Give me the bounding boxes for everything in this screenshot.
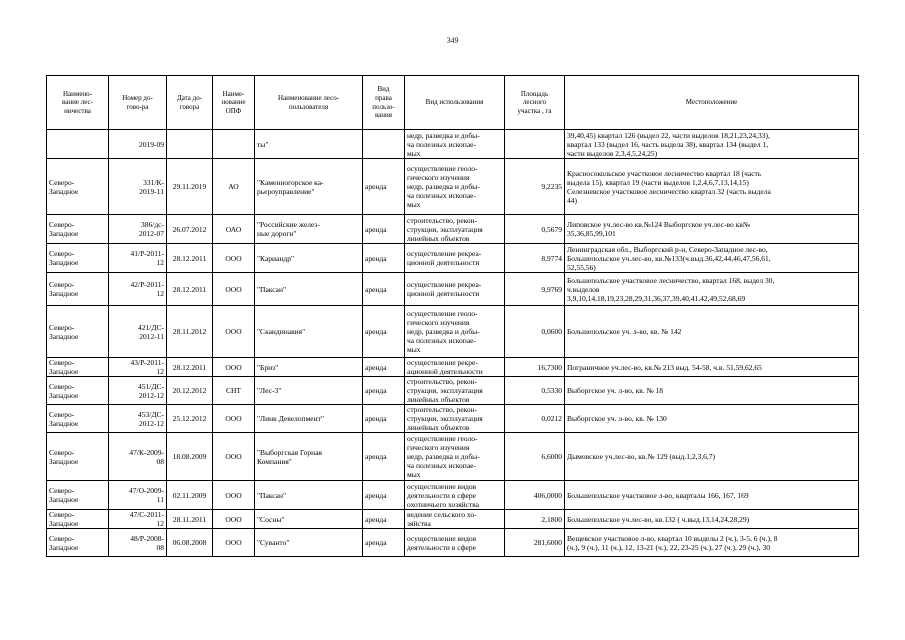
cell-line: 2019-09 — [139, 139, 164, 149]
cell-line: Вид — [377, 85, 390, 94]
cell-line: мых — [407, 470, 421, 479]
header-user — [255, 76, 363, 130]
cell-line: 386/дс- — [141, 220, 164, 229]
cell-user — [255, 159, 363, 215]
cell-line: Западное — [49, 390, 79, 400]
cell-line: Западное — [49, 258, 79, 267]
cell-line: нование — [221, 98, 246, 107]
cell-line: ч.выделов — [567, 284, 600, 294]
cell-right-type: аренда — [363, 529, 405, 557]
table-header-row — [47, 76, 859, 130]
cell-area: 0,0600 — [505, 306, 565, 358]
cell-line: "Паксан" — [257, 284, 287, 294]
cell-line: струкция, эксплуатация — [407, 224, 483, 234]
cell-location — [565, 358, 859, 377]
cell-line: Западное — [49, 229, 79, 238]
cell-line: 12 — [156, 367, 164, 376]
table-row — [47, 529, 859, 557]
cell-line: мых — [407, 200, 421, 209]
cell-line: ча полезных ископае- — [407, 191, 476, 200]
cell-line: вания — [374, 111, 393, 120]
cell-usage — [405, 377, 505, 405]
table-row — [47, 358, 859, 377]
cell-line: осуществление видов — [407, 533, 477, 543]
cell-line: Номер до- — [122, 93, 153, 102]
table-row — [47, 244, 859, 273]
cell-user — [255, 215, 363, 244]
cell-line: 08 — [156, 542, 164, 552]
cell-line: 2019-11 — [139, 186, 164, 196]
cell-line: осуществление геоло- — [407, 309, 478, 318]
cell-opf: СНТ — [213, 377, 255, 405]
cell-area: 16,7300 — [505, 358, 565, 377]
table-row — [47, 273, 859, 306]
cell-forestry — [47, 215, 109, 244]
cell-line: деятельности в сфере — [407, 542, 476, 552]
cell-line: линейных объектов — [407, 423, 470, 432]
cell-line: Большепольское уч. л-во, кв. № 142 — [567, 327, 682, 336]
cell-line: 12 — [156, 289, 164, 298]
cell-usage — [405, 215, 505, 244]
cell-line: 41/Р-2011- — [130, 249, 164, 258]
cell-line: осуществление рекре- — [407, 358, 478, 367]
cell-contract-date: 28.11.2011 — [167, 510, 213, 529]
cell-contract-number — [109, 481, 167, 510]
cell-location — [565, 377, 859, 405]
cell-contract-date: 28.12.2011 — [167, 358, 213, 377]
cell-opf: ООО — [213, 405, 255, 433]
cell-line: Ленинградская обл., Выборгский р-н, Северо-Западное лес-во, — [567, 244, 768, 254]
cell-line: Вещевское участковое л-во, квартал 10 выделы 2 (ч.), 3-5, 6 (ч.), 8 — [567, 533, 778, 543]
cell-line: Наиме- — [222, 89, 245, 98]
table-body — [47, 130, 859, 557]
cell-line: 11 — [156, 495, 164, 504]
cell-line: Северо- — [49, 510, 75, 519]
cell-line: права — [375, 93, 392, 102]
cell-line: Северо- — [49, 409, 75, 419]
cell-opf: ООО — [213, 481, 255, 510]
cell-opf: ООО — [213, 433, 255, 481]
cell-line: Селезневское участковое лесничество квартал 32 (часть выдела — [567, 186, 771, 196]
cell-line: 421/ДС- — [138, 322, 164, 332]
cell-contract-number — [109, 433, 167, 481]
cell-usage — [405, 273, 505, 306]
cell-line: зяйства — [407, 519, 431, 528]
cell-contract-number — [109, 405, 167, 433]
cell-contract-number — [109, 358, 167, 377]
cell-line: вание лес- — [62, 98, 93, 107]
cell-line: ционной деятельности — [407, 289, 480, 298]
cell-line: пользователя — [288, 102, 329, 111]
cell-user — [255, 130, 363, 159]
cell-location — [565, 159, 859, 215]
cell-line: 08 — [156, 456, 164, 466]
cell-area: 0,5330 — [505, 377, 565, 405]
cell-line: осуществление рекреа- — [407, 280, 482, 289]
cell-line: осуществление геоло- — [407, 434, 478, 443]
cell-area: 406,0000 — [505, 481, 565, 510]
cell-line: Северо- — [49, 249, 75, 258]
cell-location — [565, 130, 859, 159]
cell-contract-date: 26.07.2012 — [167, 215, 213, 244]
cell-location — [565, 529, 859, 557]
cell-forestry — [47, 377, 109, 405]
cell-line: "Суванто" — [257, 538, 290, 547]
cell-user — [255, 358, 363, 377]
cell-line: Местоположение — [685, 98, 738, 107]
cell-right-type: аренда — [363, 433, 405, 481]
cell-line: Дымовское уч.лес-во, кв.№ 129 (выд.1,2,3,6,7) — [567, 452, 715, 461]
header-location — [565, 76, 859, 130]
cell-usage — [405, 130, 505, 159]
header-area — [505, 76, 565, 130]
cell-line: Северо- — [49, 447, 75, 457]
cell-location — [565, 405, 859, 433]
cell-contract-date — [167, 130, 213, 159]
cell-line: "Линк Девелопмент" — [257, 414, 324, 423]
cell-line: ничества — [64, 106, 91, 115]
cell-line: участка , га — [517, 106, 552, 115]
cell-line: 2012-07 — [139, 229, 164, 238]
cell-user — [255, 377, 363, 405]
cell-contract-date: 20.12.2012 — [167, 377, 213, 405]
cell-line: Западное — [49, 495, 79, 504]
cell-line: 2012-12 — [139, 418, 164, 428]
header-forestry — [47, 76, 109, 130]
cell-contract-number — [109, 306, 167, 358]
cell-forestry — [47, 273, 109, 306]
cell-right-type: аренда — [363, 481, 405, 510]
table-row — [47, 130, 859, 159]
cell-line: "Сосны" — [257, 514, 285, 524]
cell-location — [565, 481, 859, 510]
cell-line: 44) — [567, 195, 577, 205]
cell-line: "Российские желез- — [257, 220, 320, 229]
cell-line: 451/ДС- — [138, 381, 164, 391]
table-row — [47, 481, 859, 510]
cell-line: Большепольское участковое лесничество, квартал 168, выдел 30, — [567, 275, 775, 285]
cell-location — [565, 215, 859, 244]
cell-forestry — [47, 130, 109, 159]
header-usage — [405, 76, 505, 130]
cell-usage — [405, 358, 505, 377]
cell-user — [255, 306, 363, 358]
cell-line: Северо- — [49, 220, 75, 229]
cell-line: Северо- — [49, 322, 75, 332]
cell-line: квартал 133 (выдел 16, часть выдела 38), квартал 134 (выдел 1, — [567, 139, 769, 149]
cell-line: 12 — [156, 519, 164, 528]
cell-line: Северо- — [49, 533, 75, 543]
cell-user — [255, 405, 363, 433]
cell-right-type: аренда — [363, 244, 405, 273]
cell-line: Большепольское участковое л-во, кварталы 166, 167, 169 — [567, 490, 749, 500]
cell-line: 331/К- — [143, 177, 164, 187]
table-row — [47, 306, 859, 358]
cell-right-type: аренда — [363, 273, 405, 306]
cell-contract-number — [109, 159, 167, 215]
cell-line: ные дороги" — [257, 229, 297, 238]
cell-line: Западное — [49, 367, 79, 376]
cell-opf: ООО — [213, 510, 255, 529]
cell-location — [565, 306, 859, 358]
cell-line: ОПФ — [225, 106, 242, 115]
cell-line: выдела 15), квартал 19 (части выделов 1,2,4,6,7,13,14,15) — [567, 177, 749, 187]
cell-line: 47/К-2009- — [129, 447, 164, 457]
cell-area: 0,0212 — [505, 405, 565, 433]
cell-line: ты" — [257, 139, 269, 149]
cell-forestry — [47, 510, 109, 529]
cell-line: Выборгское уч. л-во, кв. № 18 — [567, 386, 664, 395]
cell-line: гического изучения — [407, 173, 470, 182]
cell-opf: ООО — [213, 529, 255, 557]
cell-contract-date: 28.12.2011 — [167, 244, 213, 273]
cell-contract-number — [109, 215, 167, 244]
cell-user — [255, 433, 363, 481]
forest-lease-table — [46, 75, 859, 557]
cell-opf: ОАО — [213, 215, 255, 244]
cell-contract-date: 06.08.2008 — [167, 529, 213, 557]
cell-area: 281,6000 — [505, 529, 565, 557]
cell-line: линейных объектов — [407, 233, 470, 243]
cell-line: "Кариандр" — [257, 253, 295, 263]
cell-user — [255, 273, 363, 306]
cell-usage — [405, 306, 505, 358]
header-opf — [213, 76, 255, 130]
header-right-type — [363, 76, 405, 130]
cell-opf — [213, 130, 255, 159]
cell-line: "Паксан" — [257, 490, 287, 500]
cell-right-type: аренда — [363, 510, 405, 529]
cell-line: струкция, эксплуатация — [407, 414, 483, 423]
cell-contract-date: 18.08.2009 — [167, 433, 213, 481]
cell-line: недр, разведка и добы- — [407, 182, 480, 191]
table-row — [47, 433, 859, 481]
cell-contract-number — [109, 273, 167, 306]
cell-user — [255, 244, 363, 273]
cell-contract-date: 02.11.2009 — [167, 481, 213, 510]
cell-line: 48/Р-2008- — [130, 533, 164, 543]
cell-line: осуществление геоло- — [407, 164, 478, 173]
cell-right-type: аренда — [363, 358, 405, 377]
cell-line: Выборгское уч. л-во, кв. № 130 — [567, 414, 667, 423]
table-row — [47, 215, 859, 244]
cell-line: ча полезных ископае- — [407, 336, 476, 345]
cell-line: "Каменногорское ка- — [257, 177, 324, 187]
cell-line: ча полезных ископае- — [407, 139, 476, 149]
cell-line: гического изучения — [407, 318, 470, 327]
cell-line: деятельности в сфере — [407, 490, 476, 500]
cell-line: Большепольское уч.лес-во, кв.№133(ч.выд.36,42,44,46,47,56,61, — [567, 253, 771, 263]
header-contract-date — [167, 76, 213, 130]
cell-line: 35,36,85,99,101 — [567, 229, 616, 238]
cell-right-type — [363, 130, 405, 159]
cell-forestry — [47, 306, 109, 358]
cell-line: строительство, рекон- — [407, 405, 478, 414]
cell-contract-date: 28.11.2012 — [167, 306, 213, 358]
cell-line: Площадь — [520, 89, 549, 98]
cell-location — [565, 433, 859, 481]
table-row — [47, 510, 859, 529]
cell-line: строительство, рекон- — [407, 377, 478, 386]
cell-contract-number — [109, 529, 167, 557]
cell-usage — [405, 244, 505, 273]
table-row — [47, 377, 859, 405]
cell-line: осуществление рекреа- — [407, 249, 482, 258]
cell-line: лесного — [522, 98, 547, 107]
cell-contract-date: 25.12.2012 — [167, 405, 213, 433]
cell-line: Вид использования — [425, 98, 484, 107]
header-contract-number — [109, 76, 167, 130]
cell-line: Северо- — [49, 486, 75, 495]
cell-usage — [405, 529, 505, 557]
cell-location — [565, 244, 859, 273]
cell-usage — [405, 159, 505, 215]
page-number: 349 — [446, 36, 459, 45]
cell-forestry — [47, 159, 109, 215]
cell-line: говора — [179, 102, 200, 111]
cell-area: 9,9769 — [505, 273, 565, 306]
cell-user — [255, 510, 363, 529]
cell-line: Красносокольское участковое лесничество квартал 18 (часть — [567, 168, 762, 178]
cell-right-type: аренда — [363, 405, 405, 433]
cell-right-type: аренда — [363, 159, 405, 215]
cell-forestry — [47, 481, 109, 510]
cell-line: Компания" — [257, 456, 292, 466]
cell-usage — [405, 481, 505, 510]
cell-line: Северо- — [49, 280, 75, 289]
cell-line: 39,40,45) квартал 126 (выдел 22, части выделов 18,21,23,24,33), — [567, 130, 770, 140]
cell-line: мых — [407, 148, 421, 158]
cell-usage — [405, 405, 505, 433]
cell-line: Северо- — [49, 358, 75, 367]
cell-opf: ООО — [213, 273, 255, 306]
cell-usage — [405, 510, 505, 529]
cell-line: Северо- — [49, 177, 75, 187]
cell-user — [255, 481, 363, 510]
cell-line: "Бриз" — [257, 362, 279, 372]
cell-forestry — [47, 433, 109, 481]
cell-line: Западное — [49, 289, 79, 298]
cell-line: Западное — [49, 542, 79, 552]
cell-line: 453/ДС- — [138, 409, 164, 419]
cell-area: 9,2235 — [505, 159, 565, 215]
cell-user — [255, 529, 363, 557]
cell-line: линейных объектов — [407, 395, 470, 404]
cell-line: 42/Р-2011- — [130, 280, 164, 289]
cell-contract-number — [109, 244, 167, 273]
cell-area: 6,6000 — [505, 433, 565, 481]
cell-usage — [405, 433, 505, 481]
cell-line: Наимено- — [62, 89, 93, 98]
cell-contract-date: 28.12.2011 — [167, 273, 213, 306]
cell-area: 2,1800 — [505, 510, 565, 529]
cell-line: гово-ра — [126, 102, 149, 111]
cell-line: Большепольское уч.лес-во, кв.132 ( ч.выд.13,14,24,28,29) — [567, 514, 750, 524]
cell-area: 0,5679 — [505, 215, 565, 244]
cell-opf: ООО — [213, 244, 255, 273]
cell-line: ционной деятельности — [407, 258, 480, 267]
cell-contract-date: 29.11.2019 — [167, 159, 213, 215]
cell-line: недр, разведка и добы- — [407, 452, 480, 461]
cell-line: недр, разведка и добы- — [407, 327, 480, 336]
cell-opf: ООО — [213, 358, 255, 377]
cell-line: 3,9,10,14,18,19,23,28,29,31,36,37,39,40,41,42,49,52,68,69 — [567, 293, 746, 303]
cell-opf: ООО — [213, 306, 255, 358]
cell-line: мых — [407, 345, 421, 354]
cell-line: части выделов 2,3,4,5,24,25) — [567, 148, 658, 158]
cell-line: ведение сельского хо- — [407, 510, 477, 519]
cell-line: охотничьего хозяйства — [407, 499, 480, 509]
cell-contract-number — [109, 130, 167, 159]
cell-line: 52,55,56) — [567, 262, 596, 272]
cell-line: Западное — [49, 456, 79, 466]
cell-line: строительство, рекон- — [407, 215, 478, 225]
cell-line: Западное — [49, 186, 79, 196]
cell-right-type: аренда — [363, 306, 405, 358]
cell-forestry — [47, 358, 109, 377]
cell-line: Наименование лесо- — [277, 93, 340, 102]
cell-location — [565, 510, 859, 529]
cell-line: струкция, эксплуатация — [407, 386, 483, 395]
cell-line: (ч.), 9 (ч.), 11 (ч.), 12, 13-21 (ч.), 22, 23-25 (ч.), 27 (ч.), 29 (ч.), 30 — [567, 542, 770, 552]
table-row — [47, 159, 859, 215]
cell-line: 2012-12 — [139, 390, 164, 400]
cell-line: "Лес-3" — [257, 386, 282, 395]
cell-line: 47/О-2009- — [129, 486, 164, 495]
cell-line: Липовское уч.лес-во кв.№124 Выборгское уч.лес-во кв№ — [567, 220, 750, 229]
cell-line: "Выборгская Горная — [257, 447, 322, 457]
cell-right-type: аренда — [363, 377, 405, 405]
cell-line: осуществление видов — [407, 481, 477, 491]
cell-line: 47/С-2011- — [129, 510, 164, 519]
cell-area — [505, 130, 565, 159]
cell-line: Северо- — [49, 381, 75, 391]
cell-forestry — [47, 529, 109, 557]
cell-contract-number — [109, 377, 167, 405]
cell-line: гического изучения — [407, 443, 470, 452]
cell-line: Западное — [49, 331, 79, 341]
cell-opf: АО — [213, 159, 255, 215]
cell-line: 12 — [156, 258, 164, 267]
cell-forestry — [47, 244, 109, 273]
cell-right-type: аренда — [363, 215, 405, 244]
cell-line: пользо- — [372, 102, 395, 111]
cell-line: 2012-11 — [139, 331, 164, 341]
cell-line: Пограничное уч.лес-во, кв.№ 213 выд. 54-58, ч.в. 51,59,62,65 — [567, 362, 762, 372]
cell-line: "Скандинавия" — [257, 327, 306, 336]
cell-area: 8,9774 — [505, 244, 565, 273]
cell-line: Западное — [49, 519, 79, 528]
cell-forestry — [47, 405, 109, 433]
cell-line: 43/Р-2011- — [130, 358, 164, 367]
cell-line: Западное — [49, 418, 79, 428]
cell-location — [565, 273, 859, 306]
cell-contract-number — [109, 510, 167, 529]
cell-line: рьероуправление" — [257, 186, 315, 196]
cell-line: ационной деятельности — [407, 367, 483, 376]
cell-line: ча полезных ископае- — [407, 461, 476, 470]
table-row — [47, 405, 859, 433]
cell-line: недр, разведка и добы- — [407, 130, 480, 140]
cell-line: Дата до- — [176, 93, 203, 102]
